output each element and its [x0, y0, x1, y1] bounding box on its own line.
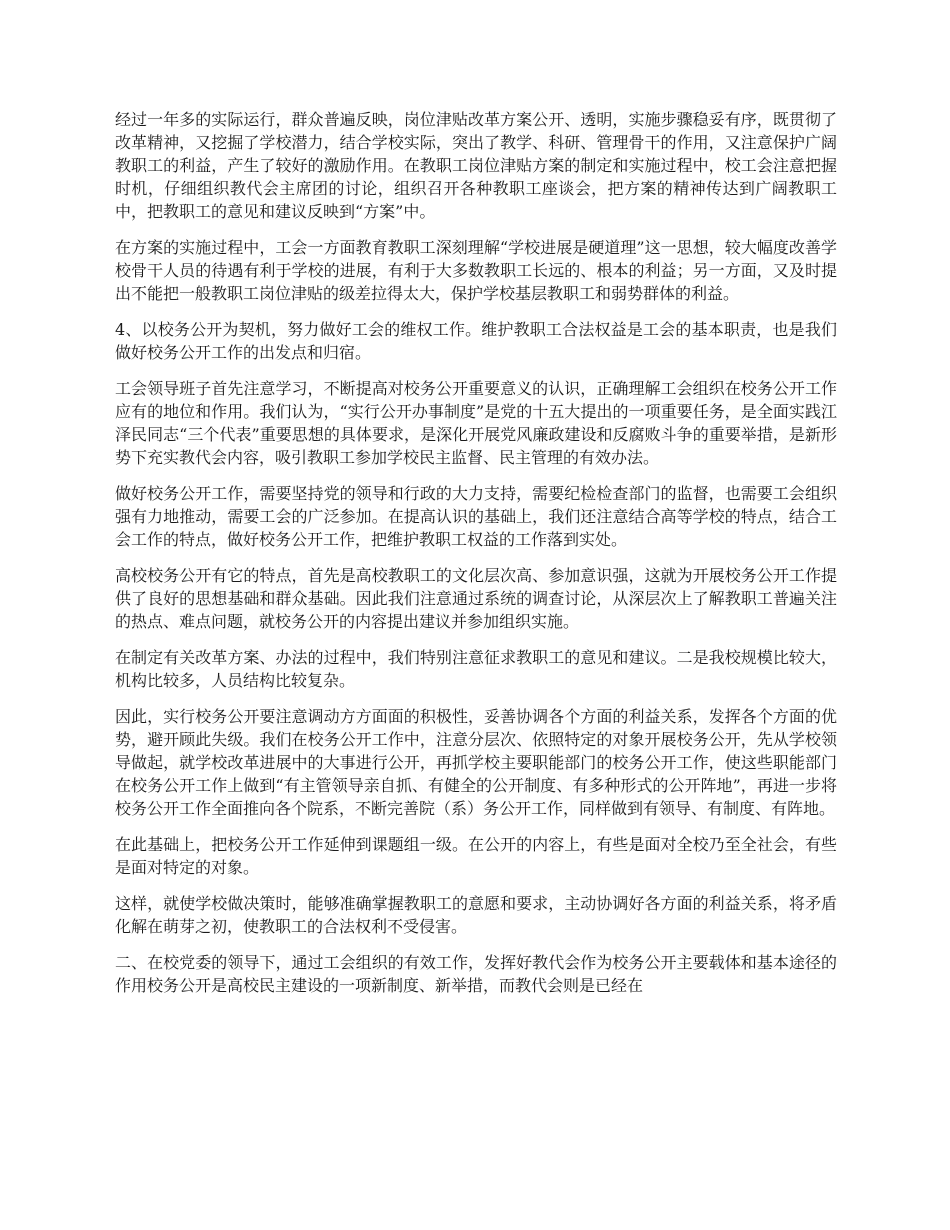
document-body [115, 108, 837, 1010]
paragraph-2: 在方案的实施过程中，工会一方面教育教职工深刻理解“学校进展是硬道理”这一思想，较大幅度改善学校骨干人员的待遇有利于学校的进展，有利于大多数教职工长远的、根本的利益；另一方面，又及时提出不能把一般教职工岗位津贴的级差拉得太大，保护学校基层教职工和弱势群体的利益。 [115, 238, 837, 303]
paragraph-8: 因此，实行校务公开要注意调动方方面面的积极性，妥善协调各个方面的利益关系，发挥各个方面的优势，避开顾此失级。我们在校务公开工作中，注意分层次、依照特定的对象开展校务公开，先从学校领导做起，就学校改革进展中的大事进行公开，再抓学校主要职能部门的校务公开工作，使这些职能部门在校务公开工作上做到“有主管领导亲自抓、有健全的公开制度、有多种形式的公开阵地”，再进一步将校务公开工作全面推向各个院系，不断完善院（系）务公开工作，同样做到有领导、有制度、有阵地。 [115, 707, 837, 818]
paragraph-10: 这样，就使学校做决策时，能够准确掌握教职工的意愿和要求，主动协调好各方面的利益关系，将矛盾化解在萌芽之初，使教职工的合法权利不受侵害。 [115, 894, 837, 936]
paragraph-7: 在制定有关改革方案、办法的过程中，我们特别注意征求教职工的意见和建议。二是我校规模比较大，机构比较多，人员结构比较复杂。 [115, 648, 837, 690]
paragraph-5: 做好校务公开工作，需要坚持党的领导和行政的大力支持，需要纪检检查部门的监督，也需要工会组织强有力地推动，需要工会的广泛参加。在提高认识的基础上，我们还注意结合高等学校的特点，结合工会工作的特点，做好校务公开工作，把维护教职工权益的工作落到实处。 [115, 484, 837, 549]
paragraph-11: 二、在校党委的领导下，通过工会组织的有效工作，发挥好教代会作为校务公开主要载体和基本途径的作用校务公开是高校民主建设的一项新制度、新举措，而教代会则是已经在 [115, 953, 837, 995]
paragraph-9: 在此基础上，把校务公开工作延伸到课题组一级。在公开的内容上，有些是面对全校乃至全社会，有些是面对特定的对象。 [115, 835, 837, 877]
paragraph-6: 高校校务公开有它的特点，首先是高校教职工的文化层次高、参加意识强，这就为开展校务公开工作提供了良好的思想基础和群众基础。因此我们注意通过系统的调查讨论，从深层次上了解教职工普遍关注的热点、难点问题，就校务公开的内容提出建议并参加组织实施。 [115, 566, 837, 631]
paragraph-4: 工会领导班子首先注意学习，不断提高对校务公开重要意义的认识，正确理解工会组织在校务公开工作应有的地位和作用。我们认为，“实行公开办事制度”是党的十五大提出的一项重要任务，是全面实践江泽民同志“三个代表”重要思想的具体要求，是深化开展党风廉政建设和反腐败斗争的重要举措，是新形势下充实教代会内容，吸引教职工参加学校民主监督、民主管理的有效办法。 [115, 379, 837, 467]
paragraph-1: 经过一年多的实际运行，群众普遍反映，岗位津贴改革方案公开、透明，实施步骤稳妥有序，既贯彻了改革精神，又挖掘了学校潜力，结合学校实际，突出了教学、科研、管理骨干的作用，又注意保护广阔教职工的利益，产生了较好的激励作用。在教职工岗位津贴方案的制定和实施过程中，校工会注意把握时机，仔细组织教代会主席团的讨论，组织召开各种教职工座谈会，把方案的精神传达到广阔教职工中，把教职工的意见和建议反映到“方案”中。 [115, 110, 837, 221]
paragraph-3: 4、以校务公开为契机，努力做好工会的维权工作。维护教职工合法权益是工会的基本职责，也是我们做好校务公开工作的出发点和归宿。 [115, 320, 837, 362]
